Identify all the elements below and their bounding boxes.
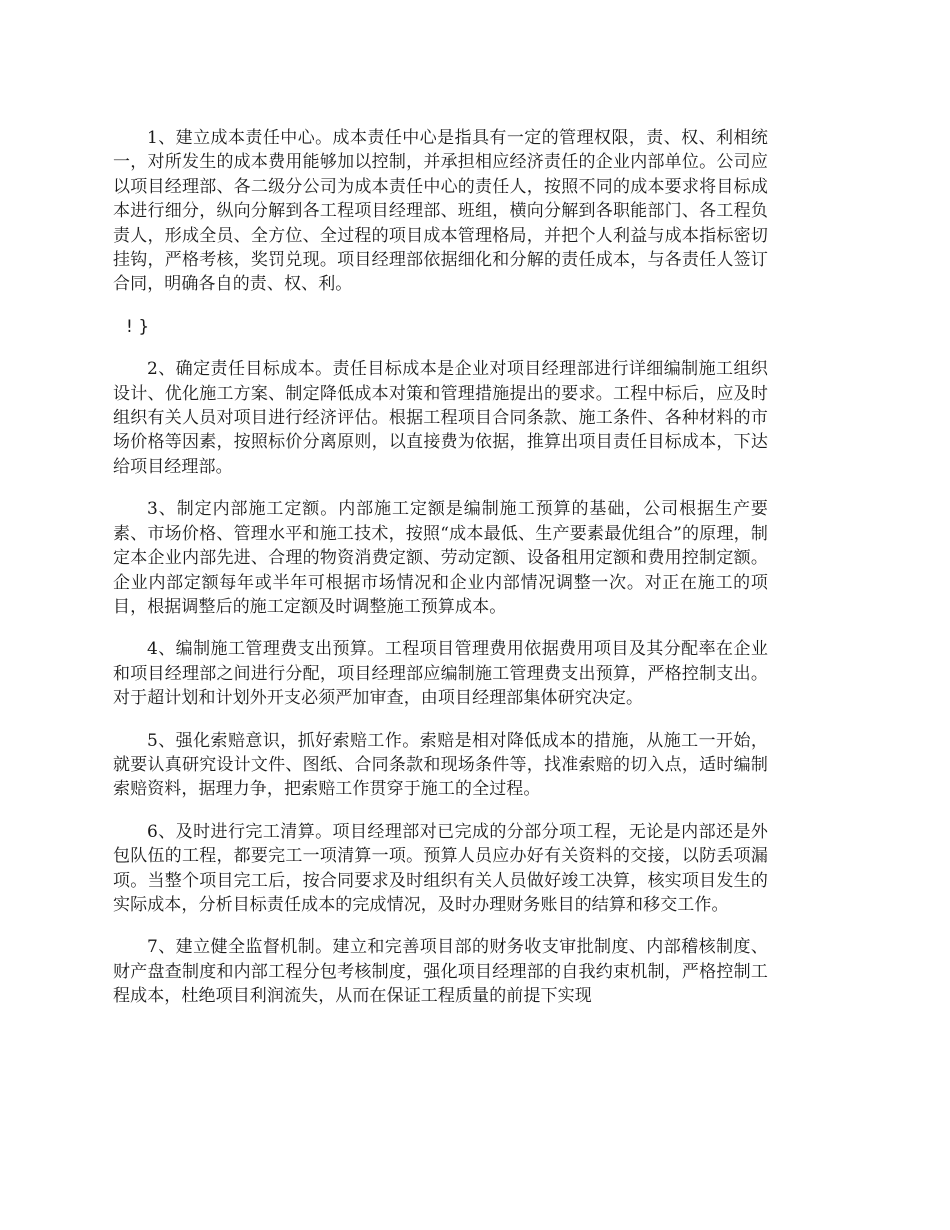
- stray-marks: ! }: [126, 316, 150, 337]
- document-body: [113, 126, 768, 1027]
- paragraph-2: 2、确定责任目标成本。责任目标成本是企业对项目经理部进行详细编制施工组织设计、优化施工方案、制定降低成本对策和管理措施提出的要求。工程中标后，应及时组织有关人员对项目进行经济评估。根据工程项目合同条款、施工条件、各种材料的市场价格等因素，按照标价分离原则，以直接费为依据，推算出项目责任目标成本，下达给项目经理部。: [113, 359, 768, 477]
- paragraph-6: 6、及时进行完工清算。项目经理部对已完成的分部分项工程，无论是内部还是外包队伍的工程，都要完工一项清算一项。预算人员应办好有关资料的交接，以防丢项漏项。当整个项目完工后，按合同要求及时组织有关人员做好竣工决算，核实项目发生的实际成本，分析目标责任成本的完成情况，及时办理财务账目的结算和移交工作。: [113, 821, 768, 915]
- paragraph-7: 7、建立健全监督机制。建立和完善项目部的财务收支审批制度、内部稽核制度、财产盘查制度和内部工程分包考核制度，强化项目经理部的自我约束机制，严格控制工程成本，杜绝项目利润流失，从而在保证工程质量的前提下实现: [113, 937, 768, 1007]
- paragraph-4: 4、编制施工管理费支出预算。工程项目管理费用依据费用项目及其分配率在企业和项目经理部之间进行分配，项目经理部应编制施工管理费支出预算，严格控制支出。对于超计划和计划外开支必须严加审查，由项目经理部集体研究决定。: [113, 639, 768, 709]
- paragraph-1: 1、建立成本责任中心。成本责任中心是指具有一定的管理权限，责、权、利相统一，对所发生的成本费用能够加以控制，并承担相应经济责任的企业内部单位。公司应以项目经理部、各二级分公司为成本责任中心的责任人，按照不同的成本要求将目标成本进行细分，纵向分解到各工程项目经理部、班组，横向分解到各职能部门、各工程负责人，形成全员、全方位、全过程的项目成本管理格局，并把个人利益与成本指标密切挂钩，严格考核，奖罚兑现。项目经理部依据细化和分解的责任成本，与各责任人签订合同，明确各自的责、权、利。: [113, 128, 768, 295]
- paragraph-5: 5、强化索赔意识，抓好索赔工作。索赔是相对降低成本的措施，从施工一开始，就要认真研究设计文件、图纸、合同条款和现场条件等，找准索赔的切入点，适时编制索赔资料，据理力争，把索赔工作贯穿于施工的全过程。: [113, 730, 768, 800]
- paragraph-3: 3、制定内部施工定额。内部施工定额是编制施工预算的基础，公司根据生产要素、市场价格、管理水平和施工技术，按照“成本最低、生产要素最优组合”的原理，制定本企业内部先进、合理的物资消费定额、劳动定额、设备租用定额和费用控制定额。企业内部定额每年或半年可根据市场情况和企业内部情况调整一次。对正在施工的项目，根据调整后的施工定额及时调整施工预算成本。: [113, 499, 768, 617]
